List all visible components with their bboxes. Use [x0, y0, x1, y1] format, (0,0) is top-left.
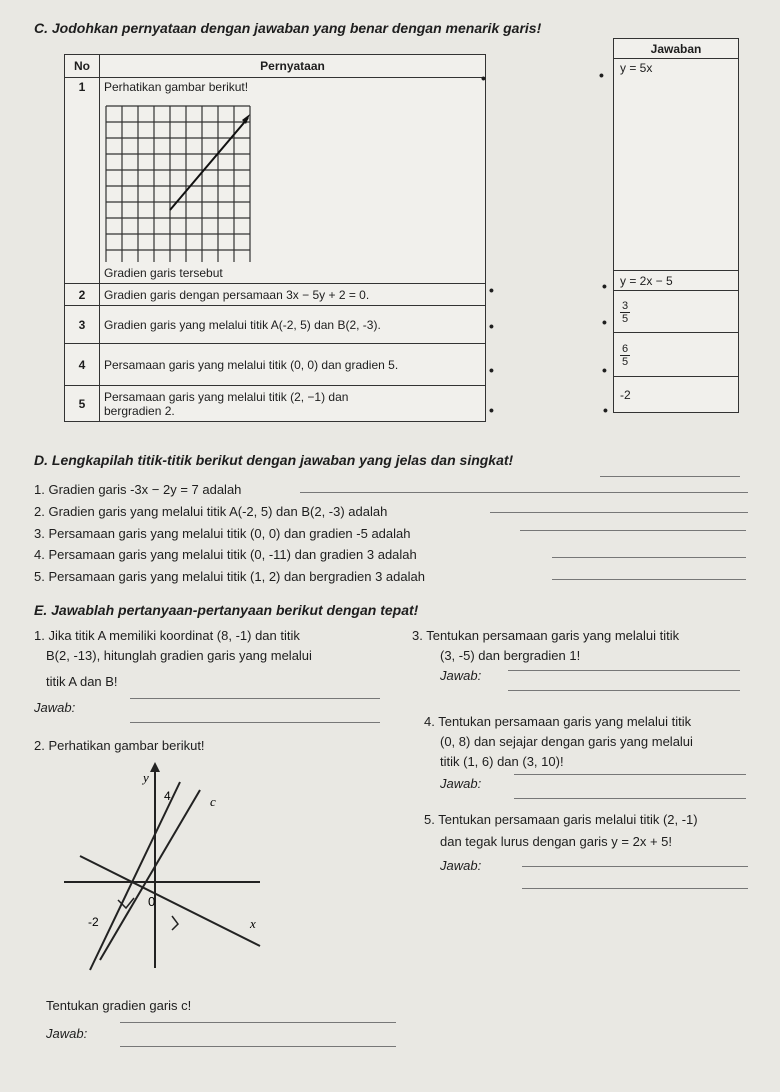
question-4: titik (1, 6) dan (3, 10)!	[440, 754, 564, 769]
question-4: 4. Tentukan persamaan garis yang melalui titik	[424, 714, 692, 729]
line-c	[100, 790, 200, 960]
answer-item: y = 5x	[614, 59, 739, 271]
row-text: Perhatikan gambar berikut!	[104, 80, 249, 94]
row-no: 1	[65, 78, 100, 284]
answer-blank[interactable]	[522, 866, 748, 867]
answer-blank[interactable]	[490, 512, 748, 513]
answer-blank[interactable]	[552, 579, 746, 580]
match-dot-left[interactable]: •	[489, 282, 494, 298]
answer-blank[interactable]	[508, 670, 740, 671]
question-5: 5. Tentukan persamaan garis melalui titik (2, -1)	[424, 812, 698, 827]
row-no: 2	[65, 284, 100, 306]
line-ref	[90, 782, 180, 970]
match-dot-left[interactable]: •	[489, 362, 494, 378]
answer-blank[interactable]	[120, 1046, 396, 1047]
match-dot-right[interactable]: •	[599, 67, 604, 83]
question-3: 3. Tentukan persamaan garis yang melalui titik	[412, 628, 680, 643]
answer-blank[interactable]	[130, 722, 380, 723]
answer-item: y = 2x − 5	[614, 271, 739, 291]
row-no: 3	[65, 306, 100, 344]
row-text: bergradien 2.	[104, 403, 175, 418]
origin-label: 0	[148, 894, 156, 909]
match-dot-left[interactable]: •	[489, 318, 494, 334]
line-c-label: c	[210, 794, 216, 809]
y-label: y	[143, 770, 149, 785]
x-label: x	[250, 916, 256, 931]
question-4: (0, 8) dan sejajar dengan garis yang melalui	[440, 734, 693, 749]
question-2: Tentukan gradien garis c!	[46, 998, 192, 1013]
question-3: (3, -5) dan bergradien 1!	[440, 648, 581, 663]
jawab-label: Jawab:	[440, 776, 482, 791]
jawab-label: Jawab:	[34, 700, 76, 715]
question-2: 2. Perhatikan gambar berikut!	[34, 738, 205, 753]
match-dot-right[interactable]: •	[602, 314, 607, 330]
answer-blank[interactable]	[514, 774, 746, 775]
jawab-label: Jawab:	[440, 858, 482, 873]
row-text: Gradien garis yang melalui titik A(-2, 5) dan B(2, -3).	[100, 306, 486, 344]
question-1: titik A dan B!	[46, 674, 118, 689]
answer-blank[interactable]	[120, 1022, 396, 1023]
row-text: Persamaan garis yang melalui titik (2, −1) dan	[104, 389, 349, 404]
grid-figure	[104, 104, 264, 264]
col-statement-header: Pernyataan	[100, 55, 486, 78]
col-no-header: No	[65, 55, 100, 78]
jawab-label: Jawab:	[46, 1026, 88, 1041]
question-1: B(2, -13), hitunglah gradien garis yang melalui	[46, 648, 312, 663]
section-d-item: 1. Gradien garis -3x − 2y = 7 adalah	[34, 482, 242, 497]
statement-table	[64, 54, 486, 422]
answer-blank[interactable]	[522, 888, 748, 889]
section-c-title: C. Jodohkan pernyataan dengan jawaban yang benar dengan menarik garis!	[34, 20, 542, 36]
row-no: 4	[65, 344, 100, 386]
tick-y: 4	[164, 789, 171, 803]
match-dot-right[interactable]: •	[602, 278, 607, 294]
answer-blank[interactable]	[130, 698, 380, 699]
row-text: Gradien garis dengan persamaan 3x − 5y + 2 = 0.	[100, 284, 486, 306]
answer-blank[interactable]	[514, 798, 746, 799]
answer-fraction: $\frac{6}{5}$	[622, 343, 629, 368]
match-dot-left[interactable]: •	[489, 402, 494, 418]
match-dot-right[interactable]: •	[603, 402, 608, 418]
answer-blank[interactable]	[552, 557, 746, 558]
tick-x: -2	[88, 915, 99, 929]
section-d-item: 4. Persamaan garis yang melalui titik (0, -11) dan gradien 3 adalah	[34, 547, 417, 562]
row-no: 5	[65, 386, 100, 422]
row-caption: Gradien garis tersebut	[104, 266, 223, 280]
section-d-item: 3. Persamaan garis yang melalui titik (0, 0) dan gradien -5 adalah	[34, 526, 411, 541]
section-d-title: D. Lengkapilah titik-titik berikut dengan jawaban yang jelas dan singkat!	[34, 452, 514, 468]
match-dot-right[interactable]: •	[602, 362, 607, 378]
answer-blank[interactable]	[520, 530, 746, 531]
answer-blank[interactable]	[300, 492, 748, 493]
answer-table	[613, 38, 739, 413]
answer-item: -2	[614, 377, 739, 413]
question-1: 1. Jika titik A memiliki koordinat (8, -1) dan titik	[34, 628, 300, 643]
section-d-item: 5. Persamaan garis yang melalui titik (1, 2) dan bergradien 3 adalah	[34, 569, 425, 584]
jawab-label: Jawab:	[440, 668, 482, 683]
row-text: Persamaan garis yang melalui titik (0, 0) dan gradien 5.	[100, 344, 486, 386]
answer-blank[interactable]	[508, 690, 740, 691]
section-e-title: E. Jawablah pertanyaan-pertanyaan berikut dengan tepat!	[34, 602, 419, 618]
question-5: dan tegak lurus dengan garis y = 2x + 5!	[440, 834, 672, 849]
match-dot-left[interactable]: •	[481, 70, 486, 86]
graph-figure	[60, 760, 270, 980]
answer-header: Jawaban	[614, 39, 739, 59]
section-d-item: 2. Gradien garis yang melalui titik A(-2, 5) dan B(2, -3) adalah	[34, 504, 388, 519]
answer-fraction: $\frac{3}{5}$	[622, 300, 629, 325]
